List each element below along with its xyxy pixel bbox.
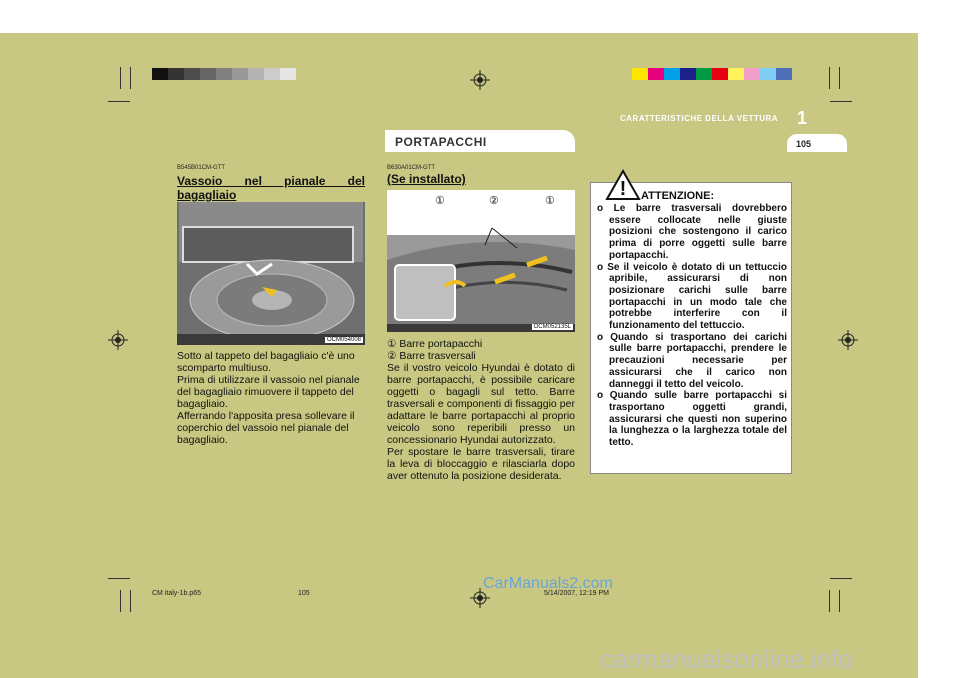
color-calibration-bar	[632, 68, 792, 80]
gray-calibration-bar	[152, 68, 296, 80]
calibration-swatch	[248, 68, 264, 80]
svg-text:!: !	[619, 178, 627, 200]
tab-title: PORTAPACCHI	[395, 135, 487, 149]
footer-file: CM italy-1b.p65	[152, 590, 202, 597]
calibration-swatch	[280, 68, 296, 80]
warning-title: ATTENZIONE:	[641, 190, 715, 202]
warning-item: o Quando sulle barre portapacchi si trasportano oggetti grandi, assicurarsi che questi non superino la lunghezza o la larghezza totale del tetto.	[597, 390, 787, 449]
warning-box	[590, 178, 792, 474]
registration-target-icon	[470, 70, 490, 90]
crop-mark	[108, 578, 130, 579]
watermark-bottom: carmanualsonline.info	[600, 644, 853, 674]
chapter-number: 1	[797, 108, 808, 128]
calibration-swatch	[760, 68, 776, 80]
crop-mark	[130, 590, 131, 612]
roof-rack-photo	[387, 190, 575, 332]
calibration-swatch	[664, 68, 680, 80]
crop-mark	[130, 67, 131, 89]
middle-body-text	[387, 338, 575, 482]
calibration-swatch	[728, 68, 744, 80]
paragraph: Per spostare le barre trasversali, tirare la leva di bloccaggio e rilasciarla dopo aver ottenuto la posizione desiderata.	[387, 446, 575, 482]
photo-label: OCM052135L	[533, 324, 571, 330]
callout-marker: ①	[545, 195, 555, 207]
crop-mark	[839, 590, 840, 612]
calibration-swatch	[184, 68, 200, 80]
section-heading: Vassoio nel pianale del bagagliaio	[177, 174, 365, 202]
calibration-swatch	[168, 68, 184, 80]
calibration-swatch	[200, 68, 216, 80]
crop-mark	[108, 101, 130, 102]
paragraph: Prima di utilizzare il vassoio nel pianale del bagagliaio rimuovere il tappeto del bagagliaio.	[177, 374, 360, 410]
footer-date: 5/14/2007, 12:19 PM	[544, 590, 609, 597]
crop-mark	[120, 590, 121, 612]
paragraph: Afferrando l'apposita presa sollevare il coperchio del vassoio nel pianale del bagagliaio.	[177, 410, 355, 446]
watermark-top: CarManuals2.com	[483, 575, 613, 592]
section-code: B545B01CM-GTT	[177, 165, 226, 171]
crop-mark	[839, 67, 840, 89]
photo-label: OCM054008	[326, 337, 361, 343]
callout-marker: ①	[435, 195, 445, 207]
section-title: CARATTERISTICHE DELLA VETTURA	[620, 114, 779, 123]
calibration-swatch	[264, 68, 280, 80]
calibration-swatch	[216, 68, 232, 80]
crop-mark	[830, 578, 852, 579]
callout-marker: ②	[489, 195, 499, 207]
trunk-tray-photo	[177, 202, 365, 345]
warning-triangle-icon	[605, 169, 641, 201]
calibration-swatch	[632, 68, 648, 80]
calibration-swatch	[232, 68, 248, 80]
roof-rack-illustration	[387, 190, 575, 332]
left-body-text	[177, 350, 365, 446]
warning-list	[597, 203, 787, 449]
trunk-illustration	[177, 202, 365, 345]
calibration-swatch	[744, 68, 760, 80]
paragraph: Se il vostro veicolo Hyundai è dotato di barre portapacchi, è possibile caricare oggetti o bagagli sul tetto. Barre trasversali e componenti di fissaggio per adattare le barre portapacchi al proprio veicolo sono reperibili presso un concessionario Hyundai autorizzato.	[387, 362, 575, 446]
calibration-swatch	[696, 68, 712, 80]
calibration-swatch	[680, 68, 696, 80]
section-heading: (Se installato)	[387, 172, 466, 186]
warning-item: o Quando si trasportano dei carichi sulle barre portapacchi, prendere le precauzioni necessarie per assicurarsi che il carico non danneggi il tetto del veicolo.	[597, 331, 787, 390]
warning-item: o Le barre trasversali dovrebbero essere collocate nelle giuste posizioni che sostengono il carico prima di porre oggetti sulle barre portapacchi.	[597, 203, 787, 261]
calibration-swatch	[648, 68, 664, 80]
calibration-swatch	[152, 68, 168, 80]
calibration-swatch	[776, 68, 792, 80]
list-item: ① Barre portapacchi	[387, 338, 483, 350]
crop-mark	[120, 67, 121, 89]
list-item: ② Barre trasversali	[387, 350, 476, 362]
crop-mark	[830, 101, 852, 102]
footer-page: 105	[298, 590, 310, 597]
crop-mark	[829, 67, 830, 89]
warning-item: o Se il veicolo è dotato di un tettuccio apribile, assicurarsi di non posizionare carichi sulle barre portapacchi in un modo tale che potrebbe interferire con il funzionamento del tettuccio.	[597, 261, 787, 332]
page-number: 105	[796, 139, 812, 149]
registration-target-icon	[838, 330, 858, 350]
calibration-swatch	[712, 68, 728, 80]
section-code: B630A01CM-GTT	[387, 165, 436, 171]
registration-target-icon	[108, 330, 128, 350]
paragraph: Sotto al tappeto del bagagliaio c'è uno scomparto multiuso.	[177, 350, 355, 374]
crop-mark	[829, 590, 830, 612]
